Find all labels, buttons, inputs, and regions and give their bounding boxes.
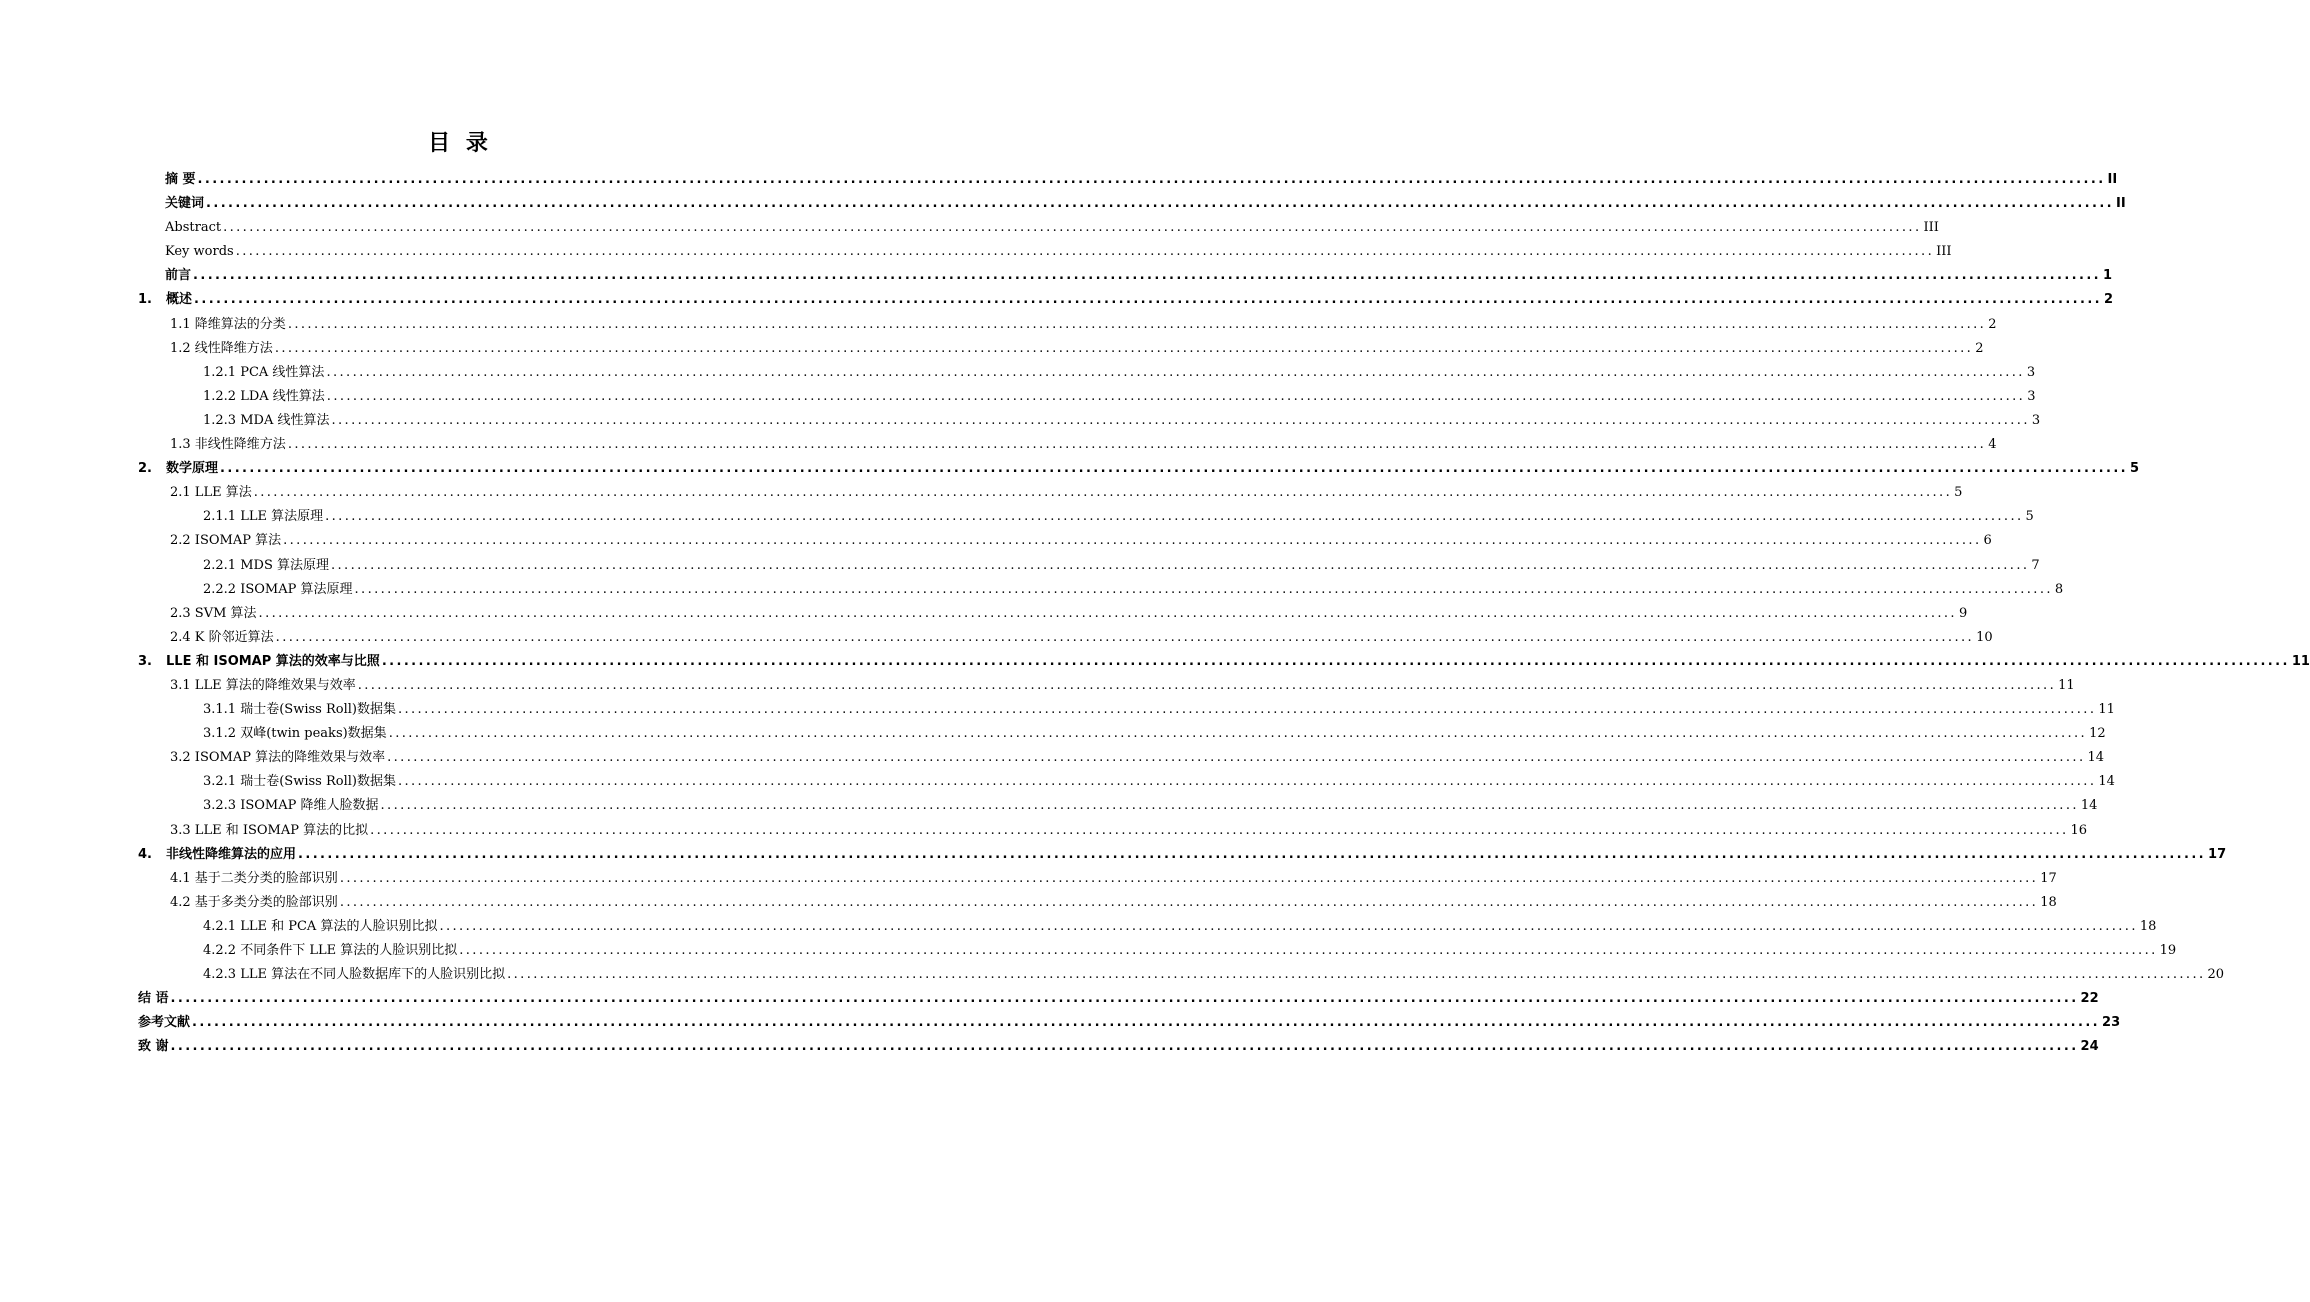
toc-page-number: 7 — [2031, 557, 2040, 573]
toc-leader-dots: .................................................................................................................................................................................................................................................................... — [354, 581, 2053, 597]
toc-entry[interactable] — [0, 722, 2106, 746]
toc-entry-title: 1.2 线性降维方法 — [170, 340, 273, 356]
toc-leader-dots: .................................................................................................................................................................................................................................................................... — [325, 509, 2024, 525]
toc-page-number: 5 — [2130, 461, 2140, 477]
toc-entry-label — [170, 313, 288, 337]
toc-entry-label — [165, 192, 206, 216]
toc-page-number: 14 — [2098, 774, 2115, 790]
toc-entry-label — [203, 554, 331, 578]
toc-entry-title: 概述 — [166, 292, 193, 308]
toc-entry-title: 1.2.2 LDA 线性算法 — [203, 388, 325, 404]
toc-entry-title: 2.2 ISOMAP 算法 — [170, 533, 282, 549]
toc-entry[interactable] — [0, 433, 1997, 457]
toc-page-number: 11 — [2098, 702, 2115, 718]
toc-entry[interactable] — [0, 674, 2075, 698]
toc-entry-label — [170, 529, 283, 553]
toc-leader-dots: .................................................................................................................................................................................................................................................................... — [170, 991, 2079, 1007]
toc-page-number: 12 — [2089, 726, 2106, 742]
toc-page-number: 2 — [2104, 292, 2114, 308]
toc-entry-title: 2.4 K 阶邻近算法 — [170, 629, 274, 645]
toc-entry-title: 3.1.1 瑞士卷(Swiss Roll)数据集 — [203, 702, 396, 718]
toc-entry[interactable] — [0, 313, 1997, 337]
toc-entry[interactable] — [0, 867, 2057, 891]
toc-leader-dots: .................................................................................................................................................................................................................................................................... — [170, 1039, 2079, 1055]
toc-entry[interactable] — [0, 891, 2057, 915]
toc-entry[interactable] — [0, 481, 1963, 505]
toc-page-number: 17 — [2208, 846, 2227, 862]
toc-entry[interactable] — [0, 1011, 2121, 1035]
toc-entry-label — [170, 602, 259, 626]
toc-leader-dots: .................................................................................................................................................................................................................................................................... — [439, 918, 2138, 934]
toc-page-number: 8 — [2054, 581, 2064, 597]
toc-page-number: 1 — [2103, 268, 2113, 284]
toc-entry-label — [138, 457, 220, 481]
toc-entry-title: 4.2.2 不同条件下 LLE 算法的人脸识别比拟 — [203, 943, 458, 958]
toc-leader-dots: .................................................................................................................................................................................................................................................................... — [275, 629, 1975, 645]
toc-leader-dots: .................................................................................................................................................................................................................................................................... — [370, 822, 2069, 838]
toc-entry[interactable] — [0, 457, 2140, 481]
toc-leader-dots: .................................................................................................................................................................................................................................................................... — [339, 894, 2039, 910]
toc-leader-dots: .................................................................................................................................................................................................................................................................... — [287, 437, 1987, 453]
toc-entry-label — [165, 240, 236, 264]
toc-page-number: 20 — [2207, 967, 2225, 983]
toc-entry[interactable] — [0, 192, 2126, 216]
toc-leader-dots: .................................................................................................................................................................................................................................................................... — [380, 798, 2079, 814]
toc-chapter-number: 4. — [138, 846, 152, 862]
toc-entry-title: 数学原理 — [166, 461, 219, 477]
toc-entry[interactable] — [0, 288, 2114, 312]
toc-leader-dots: .................................................................................................................................................................................................................................................................... — [220, 461, 2129, 477]
toc-entry-title: 1.3 非线性降维方法 — [170, 437, 286, 453]
toc-entry-title: LLE 和 ISOMAP 算法的效率与比照 — [166, 653, 380, 669]
toc-leader-dots: .................................................................................................................................................................................................................................................................... — [235, 244, 1935, 260]
toc-leader-dots: .................................................................................................................................................................................................................................................................... — [339, 870, 2039, 886]
toc-entry-label — [138, 650, 382, 674]
toc-entry[interactable] — [0, 385, 2036, 409]
toc-entry-title: 3.1 LLE 算法的降维效果与效率 — [170, 677, 356, 693]
toc-page-number: 18 — [2040, 894, 2057, 910]
toc-entry[interactable] — [0, 939, 2177, 963]
toc-leader-dots: .................................................................................................................................................................................................................................................................... — [192, 1015, 2101, 1031]
toc-entry-label — [203, 722, 389, 746]
toc-page-number: 14 — [2087, 750, 2105, 766]
toc-page-number: III — [1923, 220, 1939, 236]
toc-entry[interactable] — [0, 963, 2225, 987]
toc-entry-label — [203, 915, 439, 939]
toc-page-number: 24 — [2080, 1039, 2099, 1055]
toc-entry-label — [138, 1035, 171, 1059]
toc-entry[interactable] — [0, 168, 2118, 192]
toc-entry-title: 前言 — [165, 268, 192, 284]
toc-entry[interactable] — [0, 602, 1968, 626]
toc-entry[interactable] — [0, 843, 2227, 867]
toc-leader-dots: .................................................................................................................................................................................................................................................................... — [283, 533, 1982, 549]
toc-leader-dots: .................................................................................................................................................................................................................................................................... — [194, 292, 2103, 308]
toc-page-number: 19 — [2159, 943, 2177, 958]
toc-entry-label — [203, 794, 381, 818]
toc-chapter-number: 1. — [138, 292, 152, 308]
toc-page-number: 11 — [2058, 677, 2075, 693]
toc-entry[interactable] — [0, 987, 2099, 1011]
toc-leader-dots: .................................................................................................................................................................................................................................................................... — [357, 677, 2057, 693]
toc-leader-dots: .................................................................................................................................................................................................................................................................... — [326, 364, 2025, 380]
toc-leader-dots: .................................................................................................................................................................................................................................................................... — [274, 340, 1974, 356]
toc-page-number: 2 — [1988, 316, 1997, 332]
toc-entry-label — [138, 288, 194, 312]
toc-entry-title: Abstract — [165, 220, 222, 236]
toc-leader-dots: .................................................................................................................................................................................................................................................................... — [326, 388, 2026, 404]
toc-entry-label — [165, 264, 193, 288]
toc-page-number: 4 — [1988, 437, 1997, 453]
toc-leader-dots: .................................................................................................................................................................................................................................................................... — [193, 268, 2102, 284]
toc-page-number: 18 — [2139, 918, 2157, 934]
toc-entry-title: 非线性降维算法的应用 — [166, 846, 297, 862]
toc-entry-title: 结 语 — [138, 991, 169, 1007]
toc-page-number: 14 — [2080, 798, 2098, 814]
toc-entry[interactable] — [0, 794, 2098, 818]
toc-entry-label — [203, 361, 326, 385]
toc-leader-dots: .................................................................................................................................................................................................................................................................... — [459, 943, 2158, 958]
toc-leader-dots: .................................................................................................................................................................................................................................................................... — [197, 172, 2106, 187]
toc-page-number: 11 — [2291, 653, 2310, 669]
toc-entry[interactable] — [0, 216, 1939, 240]
toc-chapter-number: 3. — [138, 653, 152, 669]
toc-entry-label — [170, 433, 288, 457]
toc-leader-dots: .................................................................................................................................................................................................................................................................... — [388, 726, 2088, 742]
toc-leader-dots: .................................................................................................................................................................................................................................................................... — [253, 485, 1953, 501]
toc-entry[interactable] — [0, 819, 2088, 843]
toc-page-number: 17 — [2040, 870, 2057, 886]
toc-entry[interactable] — [0, 698, 2115, 722]
toc-leader-dots: .................................................................................................................................................................................................................................................................... — [330, 557, 2030, 573]
toc-page-number: II — [2107, 172, 2118, 187]
toc-leader-dots: .................................................................................................................................................................................................................................................................... — [206, 196, 2115, 212]
toc-entry-title: 4.2.3 LLE 算法在不同人脸数据库下的人脸识别比拟 — [203, 967, 506, 983]
toc-page-number: 3 — [2026, 364, 2036, 380]
toc-entry-label — [170, 746, 387, 770]
toc-entry-label — [203, 698, 398, 722]
toc-entry-title: 4.2.1 LLE 和 PCA 算法的人脸识别比拟 — [203, 918, 438, 934]
toc-entry-title: 参考文献 — [138, 1015, 191, 1031]
toc-entry-label — [165, 216, 223, 240]
toc-entry[interactable] — [0, 264, 2113, 288]
toc-entry[interactable] — [0, 578, 2064, 602]
toc-entry[interactable] — [0, 1035, 2099, 1059]
toc-entry-label — [170, 626, 276, 650]
toc-page-number: 23 — [2102, 1015, 2121, 1031]
toc-entry-label — [203, 939, 459, 963]
toc-entry-label — [170, 674, 358, 698]
toc-entry-title: 4.2 基于多类分类的脸部识别 — [170, 894, 338, 910]
toc-leader-dots: .................................................................................................................................................................................................................................................................... — [507, 967, 2206, 983]
toc-entry[interactable] — [0, 529, 1992, 553]
toc-entry-label — [203, 385, 327, 409]
toc-entry-title: 2.3 SVM 算法 — [170, 605, 257, 621]
toc-page-number: 10 — [1976, 629, 1993, 645]
toc-entry-label — [170, 481, 254, 505]
toc-entry-label — [170, 337, 275, 361]
toc-entry-label — [165, 168, 198, 192]
toc-leader-dots: .................................................................................................................................................................................................................................................................... — [387, 750, 2086, 766]
toc-entry-title: 3.1.2 双峰(twin peaks)数据集 — [203, 726, 387, 742]
toc-entry-title: 2.1 LLE 算法 — [170, 485, 252, 501]
toc-entry-label — [138, 1011, 192, 1035]
toc-entry-title: 1.2.3 MDA 线性算法 — [203, 412, 330, 428]
toc-page-number: 22 — [2080, 991, 2099, 1007]
toc-page-number: II — [2116, 196, 2126, 212]
toc-entry-label — [203, 770, 398, 794]
toc-page-number: 16 — [2070, 822, 2088, 838]
toc-entry-title: 关键词 — [165, 196, 205, 212]
toc-leader-dots: .................................................................................................................................................................................................................................................................... — [287, 316, 1987, 332]
toc-leader-dots: .................................................................................................................................................................................................................................................................... — [223, 220, 1922, 236]
toc-page-number: 5 — [2025, 509, 2034, 525]
toc-entry-title: 1.2.1 PCA 线性算法 — [203, 364, 325, 380]
toc-entry-label — [170, 819, 370, 843]
toc-entry[interactable] — [0, 554, 2040, 578]
toc-entry-title: 3.2 ISOMAP 算法的降维效果与效率 — [170, 750, 386, 766]
toc-entry-label — [138, 987, 171, 1011]
table-of-contents — [0, 168, 2310, 1059]
toc-entry[interactable] — [0, 626, 1993, 650]
toc-entry-title: Key words — [165, 244, 234, 260]
toc-leader-dots: .................................................................................................................................................................................................................................................................... — [258, 605, 1957, 621]
toc-entry[interactable] — [0, 770, 2115, 794]
toc-leader-dots: .................................................................................................................................................................................................................................................................... — [331, 412, 2030, 428]
toc-entry[interactable] — [0, 746, 2105, 770]
toc-entry-title: 2.2.2 ISOMAP 算法原理 — [203, 581, 353, 597]
toc-chapter-number: 2. — [138, 461, 152, 477]
toc-entry-label — [203, 505, 325, 529]
toc-entry[interactable] — [0, 650, 2310, 674]
toc-entry-label — [170, 891, 340, 915]
toc-leader-dots: .................................................................................................................................................................................................................................................................... — [381, 653, 2290, 669]
toc-page-number: 3 — [2031, 412, 2041, 428]
toc-entry-label — [170, 867, 340, 891]
toc-entry-title: 2.1.1 LLE 算法原理 — [203, 509, 324, 525]
toc-entry-title: 1.1 降维算法的分类 — [170, 316, 286, 332]
toc-leader-dots: .................................................................................................................................................................................................................................................................... — [298, 846, 2207, 862]
toc-entry-title: 3.3 LLE 和 ISOMAP 算法的比拟 — [170, 822, 369, 838]
toc-entry[interactable] — [0, 337, 1984, 361]
toc-entry[interactable] — [0, 915, 2157, 939]
toc-page-number: 5 — [1954, 485, 1963, 501]
toc-entry-title: 摘 要 — [165, 172, 196, 187]
toc-entry-title: 4.1 基于二类分类的脸部识别 — [170, 870, 338, 886]
toc-entry[interactable] — [0, 409, 2041, 433]
toc-leader-dots: .................................................................................................................................................................................................................................................................... — [397, 702, 2097, 718]
toc-page-number: 9 — [1958, 605, 1968, 621]
toc-entry[interactable] — [0, 505, 2034, 529]
toc-page-number: 2 — [1975, 340, 1984, 356]
toc-entry-label — [138, 843, 298, 867]
toc-entry[interactable] — [0, 240, 1952, 264]
toc-entry-label — [203, 578, 355, 602]
toc-entry-label — [203, 963, 507, 987]
toc-leader-dots: .................................................................................................................................................................................................................................................................... — [397, 774, 2097, 790]
toc-entry-label — [203, 409, 331, 433]
toc-entry-title: 3.2.3 ISOMAP 降维人脸数据 — [203, 798, 379, 814]
toc-entry[interactable] — [0, 361, 2036, 385]
toc-entry-title: 2.2.1 MDS 算法原理 — [203, 557, 329, 573]
toc-entry-title: 3.2.1 瑞士卷(Swiss Roll)数据集 — [203, 774, 396, 790]
toc-page-number: III — [1936, 244, 1952, 260]
toc-page-number: 6 — [1983, 533, 1992, 549]
toc-entry-title: 致 谢 — [138, 1039, 169, 1055]
page-title: 目 录 — [428, 131, 492, 156]
toc-page-number: 3 — [2027, 388, 2036, 404]
